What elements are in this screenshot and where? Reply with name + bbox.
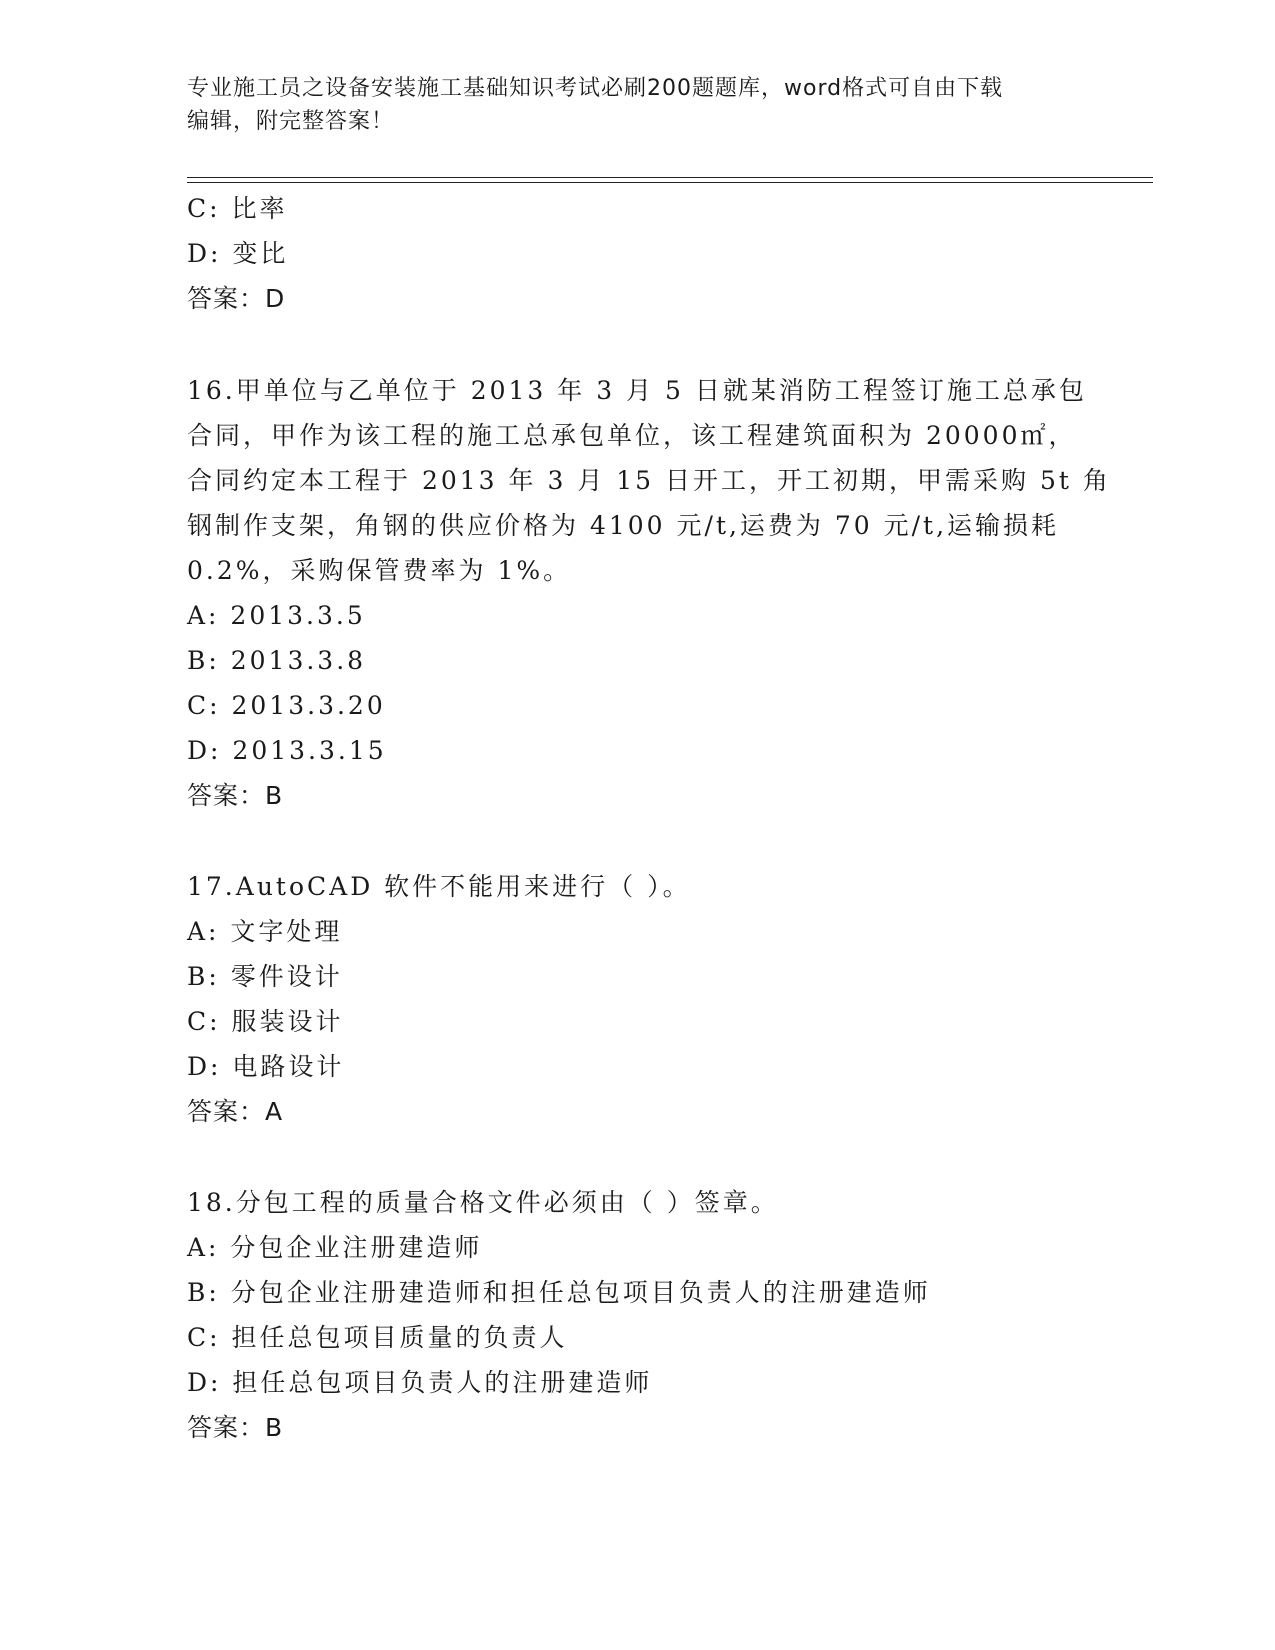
header-divider-top	[187, 177, 1153, 178]
q18-option-b: B: 分包企业注册建造师和担任总包项目负责人的注册建造师	[187, 1278, 931, 1307]
q17-stem: 17.AutoCAD 软件不能用来进行（ ）。	[187, 872, 691, 901]
q17-option-a: A: 文字处理	[187, 917, 343, 946]
answer-label: 答案：	[187, 781, 266, 810]
q18-option-d: D: 担任总包项目负责人的注册建造师	[187, 1368, 653, 1397]
q16-stem-line-4: 钢制作支架，角钢的供应价格为 4100 元/t,运费为 70 元/t,运输损耗	[187, 511, 1060, 540]
q17-answer	[187, 1095, 283, 1129]
q16-stem-line-1: 16.甲单位与乙单位于 2013 年 3 月 5 日就某消防工程签订施工总承包	[187, 376, 1087, 405]
q17-option-c: C: 服装设计	[187, 1007, 344, 1036]
q16-stem-line-5: 0.2%，采购保管费率为 1%。	[187, 556, 572, 585]
answer-value: B	[265, 781, 284, 810]
header-divider-bottom	[187, 182, 1153, 183]
q16-option-c: C: 2013.3.20	[187, 691, 386, 720]
page-header	[187, 72, 1067, 138]
q16-option-b: B: 2013.3.8	[187, 646, 367, 675]
q16-option-a: A: 2013.3.5	[187, 601, 366, 630]
q16-answer	[187, 779, 283, 813]
header-line-1: 专业施工员之设备安装施工基础知识考试必刷200题题库，word格式可自由下载	[187, 76, 1004, 101]
answer-label: 答案：	[187, 1413, 266, 1442]
answer-value: B	[265, 1413, 284, 1442]
q15-option-d: D: 变比	[187, 239, 289, 268]
q16-option-d: D: 2013.3.15	[187, 736, 387, 765]
answer-value: A	[265, 1097, 284, 1126]
q18-stem: 18.分包工程的质量合格文件必须由（ ）签章。	[187, 1188, 779, 1217]
q18-option-c: C: 担任总包项目质量的负责人	[187, 1323, 568, 1352]
q18-option-a: A: 分包企业注册建造师	[187, 1233, 483, 1262]
q15-answer	[187, 282, 285, 316]
q18-answer	[187, 1411, 283, 1445]
q15-option-c: C: 比率	[187, 194, 288, 223]
q17-option-b: B: 零件设计	[187, 962, 343, 991]
q16-stem-line-3: 合同约定本工程于 2013 年 3 月 15 日开工，开工初期，甲需采购 5t 角	[187, 466, 1111, 495]
answer-value: D	[265, 284, 286, 313]
q17-option-d: D: 电路设计	[187, 1052, 345, 1081]
answer-label: 答案：	[187, 1097, 266, 1126]
header-line-2: 编辑，附完整答案！	[187, 109, 395, 134]
answer-label: 答案：	[187, 284, 266, 313]
q16-stem-line-2: 合同，甲作为该工程的施工总承包单位，该工程建筑面积为 20000㎡，	[187, 421, 1077, 450]
